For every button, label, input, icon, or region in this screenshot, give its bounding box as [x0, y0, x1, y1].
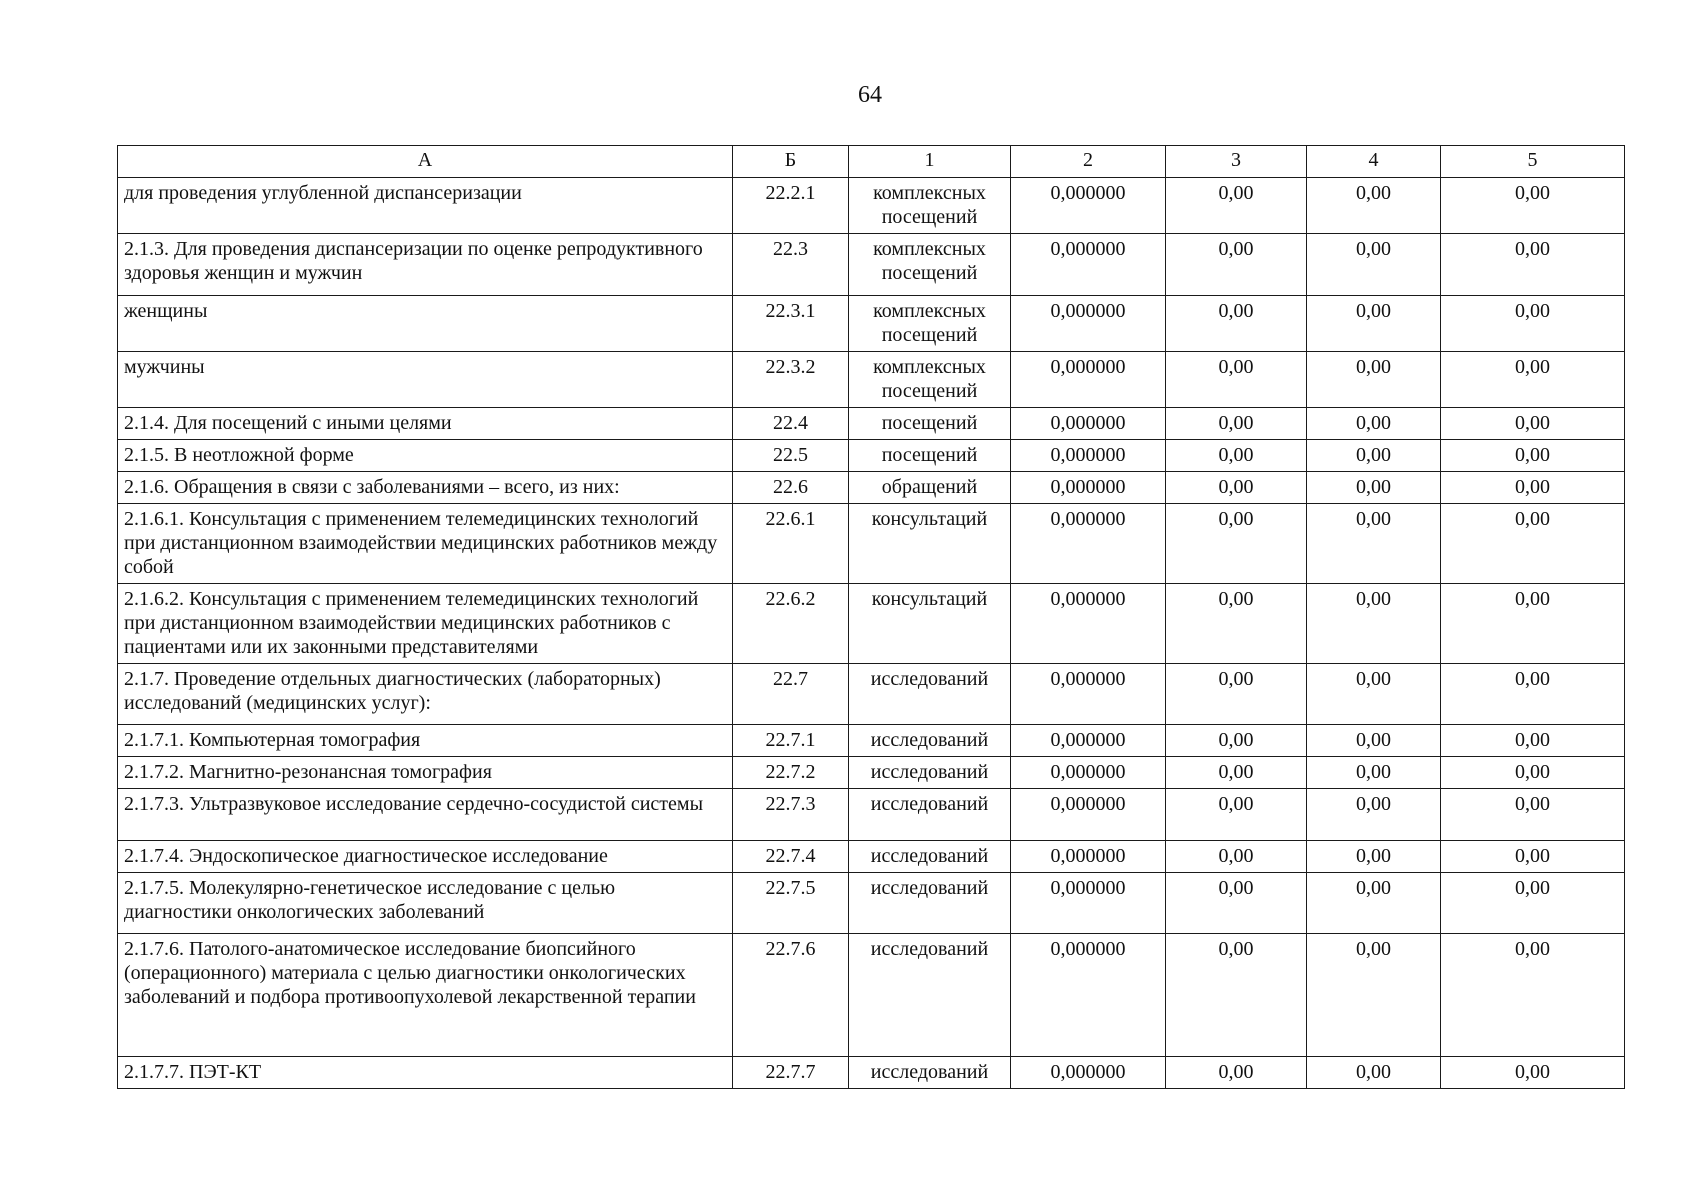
page-number: 64	[858, 82, 882, 108]
row-label: 2.1.7. Проведение отдельных диагностических (лабораторных) исследований (медицинских услуг):	[118, 664, 733, 725]
table-row	[118, 472, 1625, 504]
row-value-3: 0,00	[1166, 440, 1307, 472]
row-value-4: 0,00	[1307, 234, 1441, 296]
row-value-4: 0,00	[1307, 873, 1441, 934]
row-code: 22.6	[733, 472, 849, 504]
row-unit: исследований	[849, 934, 1011, 1057]
row-code: 22.7.2	[733, 757, 849, 789]
row-label: мужчины	[118, 352, 733, 408]
row-value-4: 0,00	[1307, 504, 1441, 584]
row-value-5: 0,00	[1441, 504, 1625, 584]
table-row	[118, 841, 1625, 873]
row-value-3: 0,00	[1166, 841, 1307, 873]
row-label: 2.1.6.2. Консультация с применением телемедицинских технологий при дистанционном взаимодействии медицинских работников с пациентами или их законными представителями	[118, 584, 733, 664]
row-unit: посещений	[849, 408, 1011, 440]
row-value-5: 0,00	[1441, 664, 1625, 725]
row-value-3: 0,00	[1166, 504, 1307, 584]
row-value-5: 0,00	[1441, 934, 1625, 1057]
row-value-5: 0,00	[1441, 584, 1625, 664]
row-unit: комплексных посещений	[849, 234, 1011, 296]
row-code: 22.7.5	[733, 873, 849, 934]
row-value-3: 0,00	[1166, 725, 1307, 757]
row-code: 22.3.2	[733, 352, 849, 408]
row-code: 22.7.4	[733, 841, 849, 873]
header-cell-1: 1	[849, 146, 1011, 178]
table-row	[118, 1057, 1625, 1089]
row-value-3: 0,00	[1166, 408, 1307, 440]
table-row	[118, 725, 1625, 757]
row-unit: исследований	[849, 789, 1011, 841]
row-unit: исследований	[849, 725, 1011, 757]
row-value-3: 0,00	[1166, 584, 1307, 664]
row-value-3: 0,00	[1166, 178, 1307, 234]
row-value-2: 0,000000	[1011, 584, 1166, 664]
row-code: 22.3.1	[733, 296, 849, 352]
row-value-3: 0,00	[1166, 873, 1307, 934]
row-value-2: 0,000000	[1011, 472, 1166, 504]
row-label: 2.1.6.1. Консультация с применением телемедицинских технологий при дистанционном взаимодействии медицинских работников между собой	[118, 504, 733, 584]
row-code: 22.5	[733, 440, 849, 472]
row-value-3: 0,00	[1166, 789, 1307, 841]
table-row	[118, 352, 1625, 408]
row-value-2: 0,000000	[1011, 757, 1166, 789]
row-value-2: 0,000000	[1011, 504, 1166, 584]
row-unit: обращений	[849, 472, 1011, 504]
row-code: 22.7	[733, 664, 849, 725]
row-value-5: 0,00	[1441, 352, 1625, 408]
row-value-3: 0,00	[1166, 934, 1307, 1057]
row-label: 2.1.6. Обращения в связи с заболеваниями – всего, из них:	[118, 472, 733, 504]
row-value-3: 0,00	[1166, 664, 1307, 725]
row-code: 22.7.7	[733, 1057, 849, 1089]
row-label: 2.1.4. Для посещений с иными целями	[118, 408, 733, 440]
row-value-4: 0,00	[1307, 841, 1441, 873]
row-unit: комплексных посещений	[849, 178, 1011, 234]
row-value-5: 0,00	[1441, 234, 1625, 296]
row-value-2: 0,000000	[1011, 841, 1166, 873]
row-value-2: 0,000000	[1011, 234, 1166, 296]
row-unit: комплексных посещений	[849, 352, 1011, 408]
row-value-4: 0,00	[1307, 296, 1441, 352]
row-unit: исследований	[849, 873, 1011, 934]
table-row	[118, 234, 1625, 296]
table-body	[118, 178, 1625, 1089]
row-value-4: 0,00	[1307, 1057, 1441, 1089]
row-value-5: 0,00	[1441, 757, 1625, 789]
row-value-5: 0,00	[1441, 178, 1625, 234]
header-cell-3: 3	[1166, 146, 1307, 178]
table-row	[118, 934, 1625, 1057]
row-value-4: 0,00	[1307, 408, 1441, 440]
row-value-4: 0,00	[1307, 934, 1441, 1057]
data-table	[117, 145, 1625, 1089]
table-row	[118, 440, 1625, 472]
row-code: 22.7.3	[733, 789, 849, 841]
row-value-4: 0,00	[1307, 440, 1441, 472]
row-value-3: 0,00	[1166, 1057, 1307, 1089]
row-unit: посещений	[849, 440, 1011, 472]
row-value-5: 0,00	[1441, 789, 1625, 841]
row-label: 2.1.7.4. Эндоскопическое диагностическое исследование	[118, 841, 733, 873]
table-row	[118, 178, 1625, 234]
row-value-2: 0,000000	[1011, 296, 1166, 352]
row-unit: исследований	[849, 664, 1011, 725]
table-row	[118, 504, 1625, 584]
row-value-5: 0,00	[1441, 841, 1625, 873]
row-value-2: 0,000000	[1011, 352, 1166, 408]
row-value-4: 0,00	[1307, 664, 1441, 725]
table-header	[118, 146, 1625, 178]
row-unit: исследований	[849, 1057, 1011, 1089]
table-row	[118, 408, 1625, 440]
row-value-4: 0,00	[1307, 725, 1441, 757]
row-label: для проведения углубленной диспансеризации	[118, 178, 733, 234]
row-value-5: 0,00	[1441, 1057, 1625, 1089]
row-label: 2.1.3. Для проведения диспансеризации по оценке репродуктивного здоровья женщин и мужчин	[118, 234, 733, 296]
row-label: 2.1.5. В неотложной форме	[118, 440, 733, 472]
row-value-3: 0,00	[1166, 472, 1307, 504]
row-value-3: 0,00	[1166, 757, 1307, 789]
header-cell-5: 5	[1441, 146, 1625, 178]
row-unit: исследований	[849, 841, 1011, 873]
row-value-4: 0,00	[1307, 472, 1441, 504]
table-row	[118, 789, 1625, 841]
row-unit: комплексных посещений	[849, 296, 1011, 352]
row-label: 2.1.7.2. Магнитно-резонансная томография	[118, 757, 733, 789]
row-value-5: 0,00	[1441, 296, 1625, 352]
row-unit: исследований	[849, 757, 1011, 789]
row-value-3: 0,00	[1166, 234, 1307, 296]
header-cell-4: 4	[1307, 146, 1441, 178]
row-value-4: 0,00	[1307, 178, 1441, 234]
row-value-5: 0,00	[1441, 725, 1625, 757]
row-value-2: 0,000000	[1011, 873, 1166, 934]
row-label: 2.1.7.6. Патолого-анатомическое исследование биопсийного (операционного) материала с целью диагностики онкологических заболеваний и подбора противоопухолевой лекарственной терапии	[118, 934, 733, 1057]
row-value-2: 0,000000	[1011, 789, 1166, 841]
row-label: 2.1.7.3. Ультразвуковое исследование сердечно-сосудистой системы	[118, 789, 733, 841]
row-code: 22.4	[733, 408, 849, 440]
row-value-4: 0,00	[1307, 352, 1441, 408]
row-unit: консультаций	[849, 584, 1011, 664]
row-value-4: 0,00	[1307, 789, 1441, 841]
row-code: 22.6.2	[733, 584, 849, 664]
row-value-5: 0,00	[1441, 440, 1625, 472]
row-code: 22.7.1	[733, 725, 849, 757]
row-label: женщины	[118, 296, 733, 352]
row-value-2: 0,000000	[1011, 178, 1166, 234]
table-row	[118, 584, 1625, 664]
header-row	[118, 146, 1625, 178]
row-value-3: 0,00	[1166, 296, 1307, 352]
row-value-2: 0,000000	[1011, 440, 1166, 472]
table-row	[118, 664, 1625, 725]
row-value-2: 0,000000	[1011, 934, 1166, 1057]
row-code: 22.2.1	[733, 178, 849, 234]
row-code: 22.3	[733, 234, 849, 296]
row-label: 2.1.7.7. ПЭТ-КТ	[118, 1057, 733, 1089]
row-value-3: 0,00	[1166, 352, 1307, 408]
row-value-4: 0,00	[1307, 757, 1441, 789]
row-value-2: 0,000000	[1011, 408, 1166, 440]
table-row	[118, 757, 1625, 789]
row-code: 22.6.1	[733, 504, 849, 584]
row-value-2: 0,000000	[1011, 1057, 1166, 1089]
header-cell-2: 2	[1011, 146, 1166, 178]
row-value-5: 0,00	[1441, 873, 1625, 934]
table-row	[118, 873, 1625, 934]
row-value-5: 0,00	[1441, 408, 1625, 440]
row-value-4: 0,00	[1307, 584, 1441, 664]
row-label: 2.1.7.5. Молекулярно-генетическое исследование с целью диагностики онкологических заболеваний	[118, 873, 733, 934]
header-cell-a: А	[118, 146, 733, 178]
row-value-2: 0,000000	[1011, 664, 1166, 725]
header-cell-b: Б	[733, 146, 849, 178]
row-value-2: 0,000000	[1011, 725, 1166, 757]
table-row	[118, 296, 1625, 352]
row-unit: консультаций	[849, 504, 1011, 584]
row-code: 22.7.6	[733, 934, 849, 1057]
row-value-5: 0,00	[1441, 472, 1625, 504]
row-label: 2.1.7.1. Компьютерная томография	[118, 725, 733, 757]
